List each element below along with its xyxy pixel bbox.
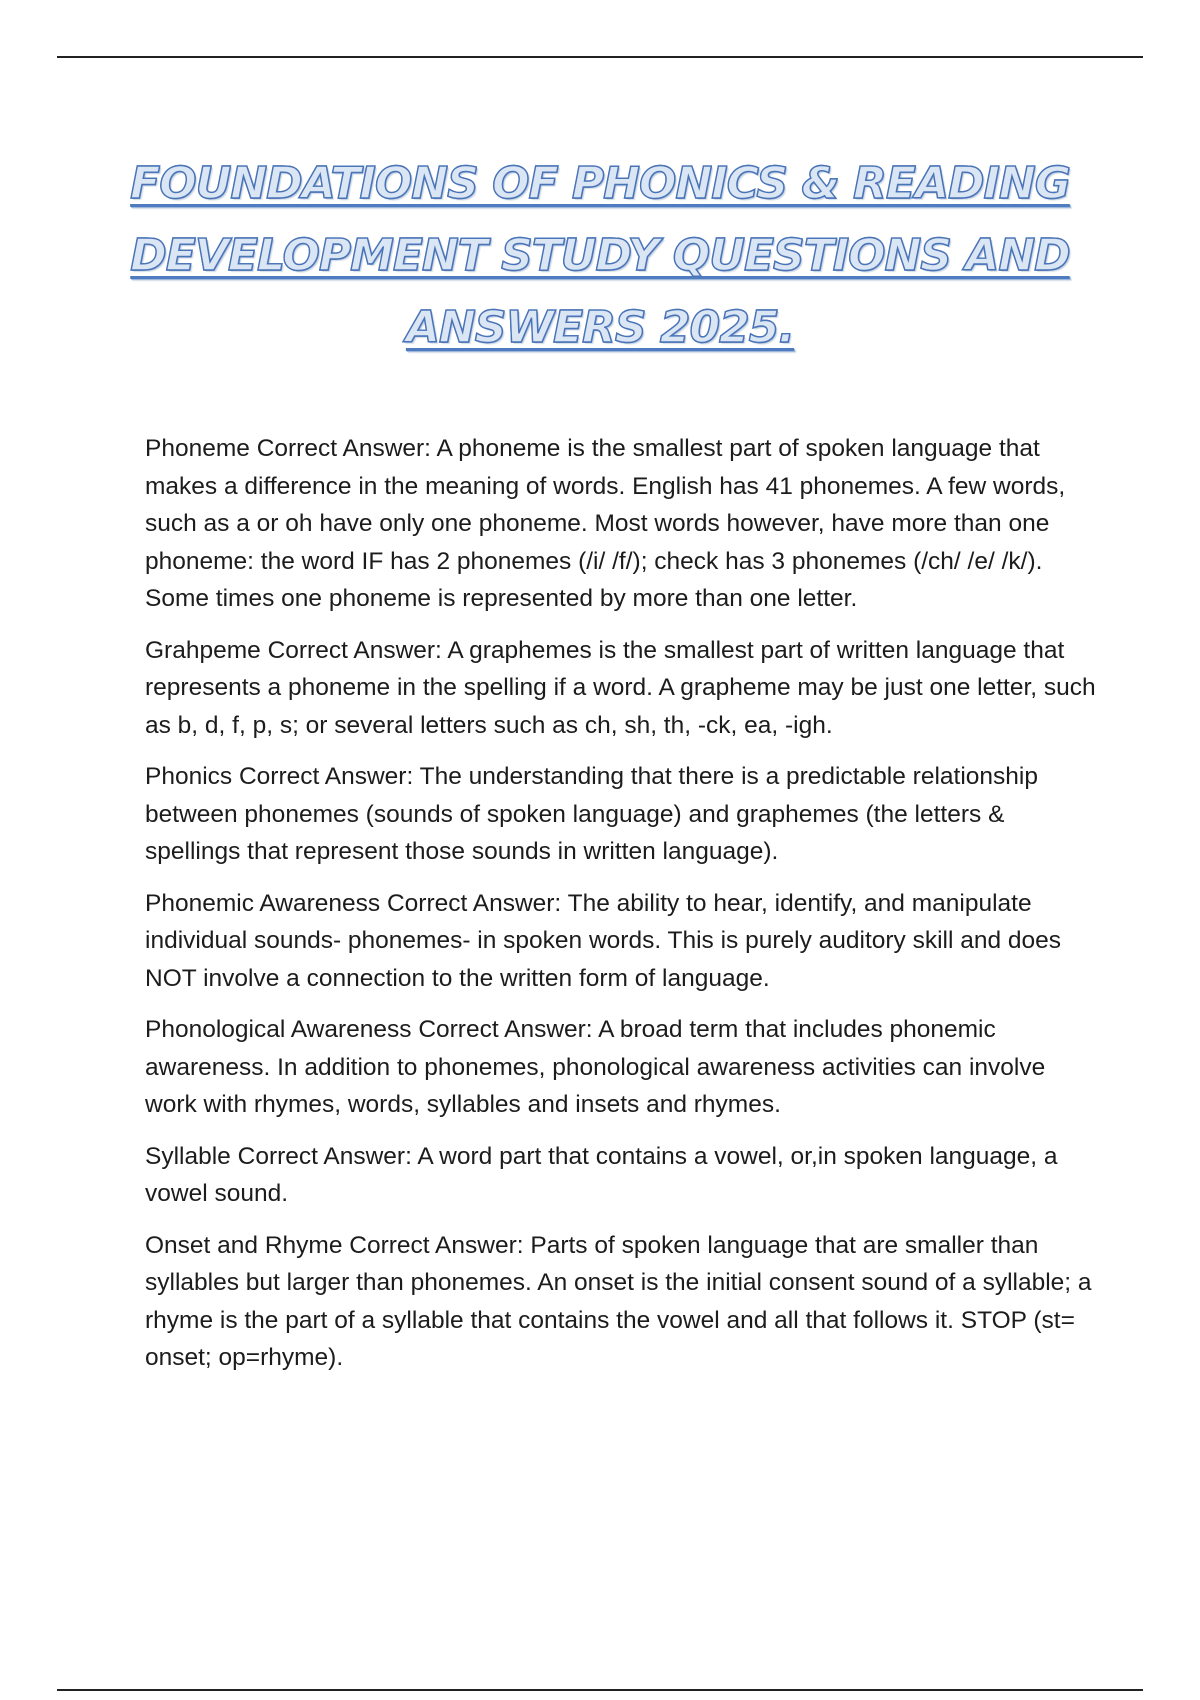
qa-term: Phoneme: [145, 435, 250, 462]
qa-label: Correct Answer:: [349, 1231, 524, 1259]
qa-answer: A graphemes is the smallest part of written language that represents a phoneme in the spelling if a word. A grapheme may be just one letter, such as b, d, f, p, s; or several letters such as ch, sh, th, -ck, ea, -igh.: [145, 636, 1096, 739]
document-title: FOUNDATIONS OF PHONICS & READING DEVELOPMENT STUDY QUESTIONS AND ANSWERS 2025.: [130, 158, 1070, 353]
qa-term: Phonics: [145, 763, 233, 790]
qa-label: Correct Answer:: [386, 889, 562, 917]
qa-item-phonological-awareness: [145, 1011, 1100, 1124]
bottom-rule: [57, 1689, 1143, 1691]
qa-item-phonemic-awareness: [145, 885, 1100, 998]
qa-item-grapheme: [145, 632, 1100, 745]
qa-answer: The understanding that there is a predictable relationship between phonemes (sounds of spoken language) and graphemes (the letters & spellings that represent those sounds in written language).: [145, 763, 1038, 865]
qa-term: Phonemic Awareness: [145, 889, 381, 917]
qa-label: Correct Answer:: [418, 1016, 593, 1043]
qa-list: [145, 430, 1100, 1391]
qa-item-syllable: [145, 1138, 1100, 1213]
qa-item-onset-rhyme: [145, 1227, 1100, 1377]
qa-item-phonics: [145, 758, 1100, 871]
qa-term: Syllable: [145, 1142, 231, 1170]
qa-answer: Parts of spoken language that are smaller than syllables but larger than phonemes. An onset is the initial consent sound of a syllable; a rhyme is the part of a syllable that contains the vowel and all that follows it. STOP (st= onset; op=rhyme).: [145, 1231, 1092, 1371]
qa-answer: A word part that contains a vowel, or,in spoken language, a vowel sound.: [145, 1142, 1058, 1207]
qa-answer: A phoneme is the smallest part of spoken language that makes a difference in the meaning of words. English has 41 phonemes. A few words, such as a or oh have only one phoneme. Most words however, have more than one phoneme: the word IF has 2 phonemes (/i/ /f/); check has 3 phonemes (/ch/ /e/ /k/). Some times one phoneme is represented by more than one letter.: [145, 435, 1066, 612]
qa-term: Phonological Awareness: [145, 1016, 412, 1043]
qa-label: Correct Answer:: [237, 1142, 412, 1170]
qa-term: Onset and Rhyme: [145, 1231, 343, 1259]
qa-label: Correct Answer:: [267, 636, 442, 664]
qa-item-phoneme: [145, 430, 1100, 618]
qa-answer: The ability to hear, identify, and manipulate individual sounds- phonemes- in spoken words. This is purely auditory skill and does NOT involve a connection to the written form of language.: [145, 889, 1062, 992]
top-rule: [57, 56, 1143, 58]
qa-label: Correct Answer:: [256, 435, 431, 462]
qa-label: Correct Answer:: [238, 763, 414, 790]
qa-answer: A broad term that includes phonemic awareness. In addition to phonemes, phonological awareness activities can involve work with rhymes, words, syllables and insets and rhymes.: [145, 1016, 1046, 1118]
qa-term: Grahpeme: [145, 636, 261, 664]
